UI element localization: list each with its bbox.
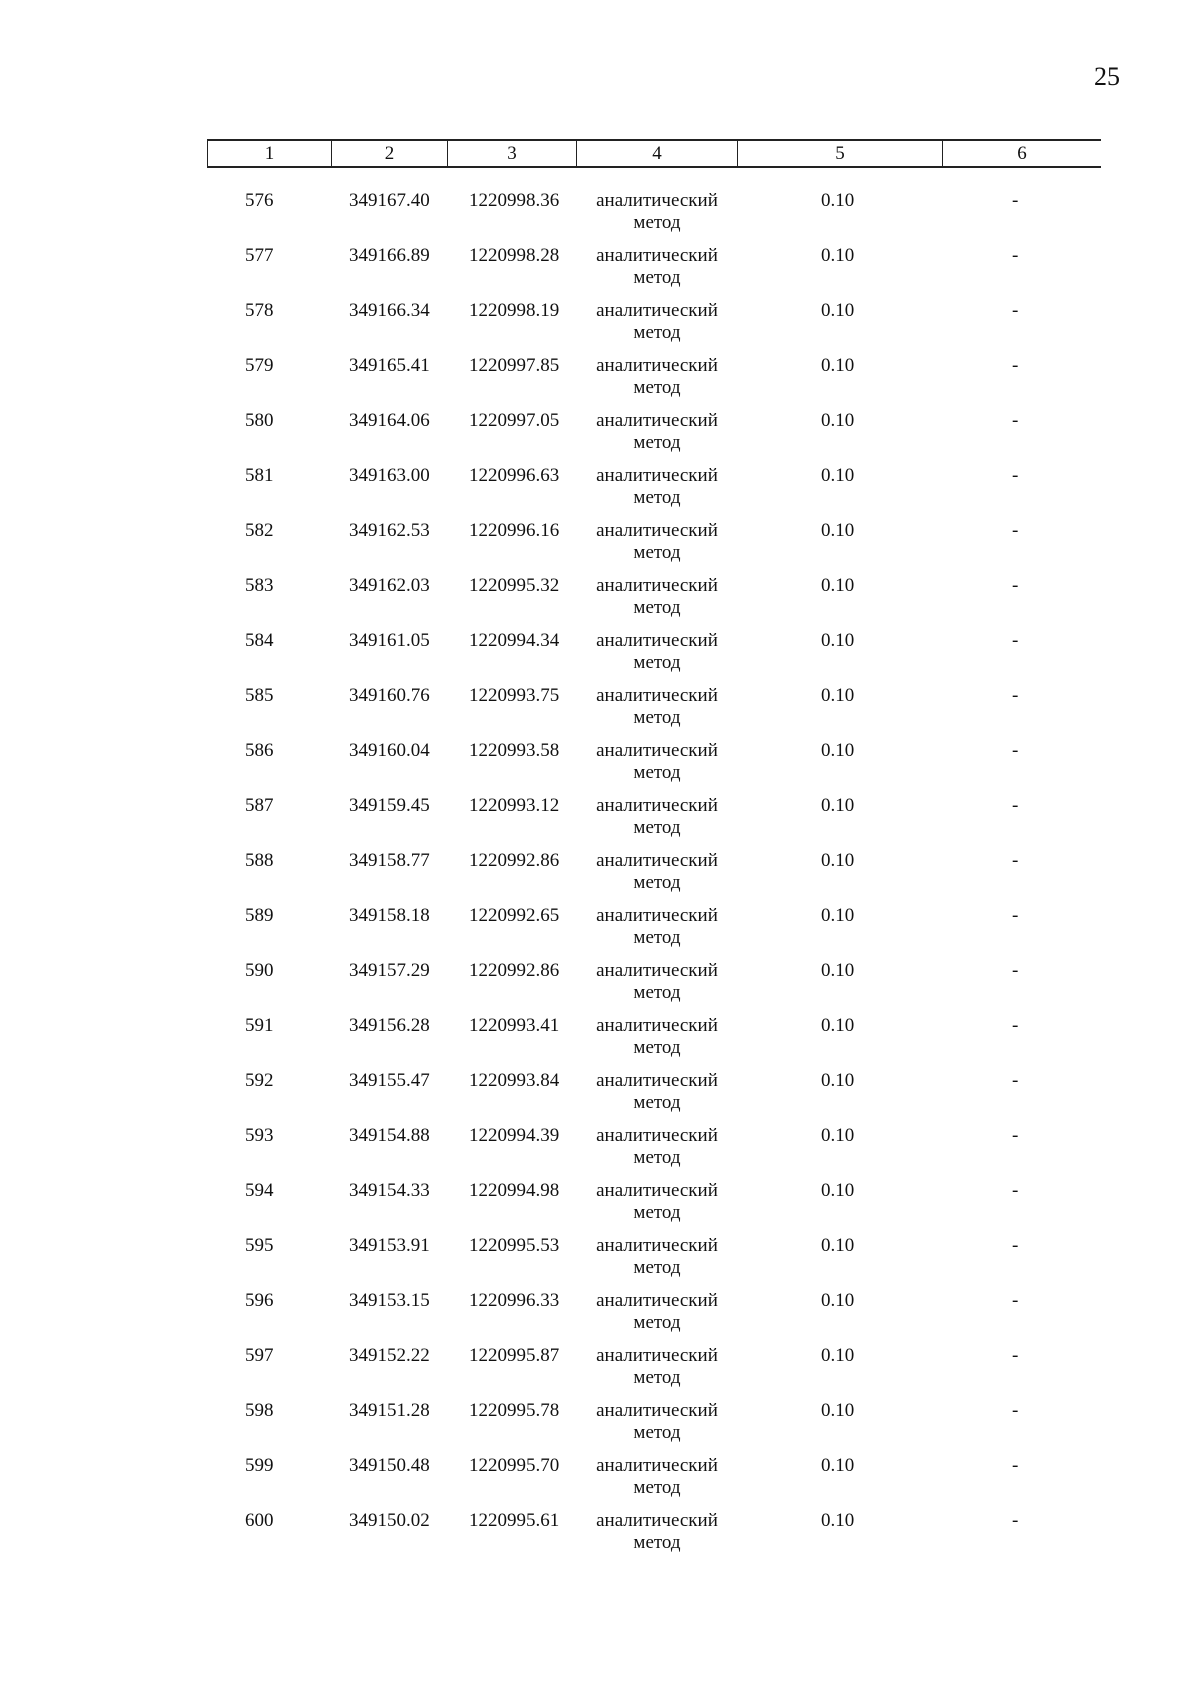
cell-coord-y: 1220993.84	[469, 1070, 560, 1091]
cell-note: -	[1012, 300, 1019, 321]
table-row	[207, 190, 1101, 245]
cell-point-number: 584	[245, 630, 274, 651]
cell-point-number: 578	[245, 300, 274, 321]
cell-note: -	[1012, 1180, 1019, 1201]
table-row	[207, 1400, 1101, 1455]
cell-point-number: 598	[245, 1400, 274, 1421]
table-row	[207, 245, 1101, 300]
cell-coord-x: 349153.91	[349, 1235, 430, 1256]
cell-note: -	[1012, 1345, 1019, 1366]
cell-method: аналитический метод	[596, 190, 718, 233]
cell-coord-x: 349158.18	[349, 905, 430, 926]
cell-coord-x: 349160.76	[349, 685, 430, 706]
cell-method: аналитический метод	[596, 1015, 718, 1058]
cell-accuracy: 0.10	[821, 520, 855, 541]
cell-note: -	[1012, 410, 1019, 431]
table-row	[207, 850, 1101, 905]
cell-accuracy: 0.10	[821, 905, 855, 926]
cell-accuracy: 0.10	[821, 740, 855, 761]
header-col-4: 4	[577, 141, 738, 166]
cell-coord-x: 349158.77	[349, 850, 430, 871]
cell-accuracy: 0.10	[821, 245, 855, 266]
cell-coord-x: 349167.40	[349, 190, 430, 211]
cell-accuracy: 0.10	[821, 1400, 855, 1421]
cell-method: аналитический метод	[596, 905, 718, 948]
cell-coord-x: 349154.33	[349, 1180, 430, 1201]
cell-point-number: 579	[245, 355, 274, 376]
table-row	[207, 1345, 1101, 1400]
cell-coord-x: 349155.47	[349, 1070, 430, 1091]
cell-coord-x: 349151.28	[349, 1400, 430, 1421]
cell-method: аналитический метод	[596, 960, 718, 1003]
cell-coord-y: 1220993.41	[469, 1015, 560, 1036]
table-row	[207, 1180, 1101, 1235]
cell-accuracy: 0.10	[821, 1345, 855, 1366]
header-col-3: 3	[448, 141, 577, 166]
table-row	[207, 1070, 1101, 1125]
header-col-5: 5	[738, 141, 943, 166]
cell-coord-x: 349166.89	[349, 245, 430, 266]
cell-point-number: 582	[245, 520, 274, 541]
cell-accuracy: 0.10	[821, 300, 855, 321]
cell-method: аналитический метод	[596, 850, 718, 893]
cell-accuracy: 0.10	[821, 190, 855, 211]
header-col-1: 1	[207, 141, 332, 166]
cell-coord-x: 349154.88	[349, 1125, 430, 1146]
cell-method: аналитический метод	[596, 1290, 718, 1333]
cell-note: -	[1012, 1455, 1019, 1476]
cell-coord-x: 349166.34	[349, 300, 430, 321]
cell-accuracy: 0.10	[821, 1015, 855, 1036]
cell-method: аналитический метод	[596, 1510, 718, 1553]
cell-point-number: 591	[245, 1015, 274, 1036]
cell-note: -	[1012, 1290, 1019, 1311]
cell-accuracy: 0.10	[821, 795, 855, 816]
cell-point-number: 600	[245, 1510, 274, 1531]
cell-coord-y: 1220997.85	[469, 355, 560, 376]
cell-point-number: 577	[245, 245, 274, 266]
cell-coord-y: 1220996.16	[469, 520, 560, 541]
cell-note: -	[1012, 245, 1019, 266]
cell-coord-y: 1220995.32	[469, 575, 560, 596]
cell-point-number: 594	[245, 1180, 274, 1201]
cell-note: -	[1012, 630, 1019, 651]
cell-method: аналитический метод	[596, 355, 718, 398]
table-row	[207, 1510, 1101, 1565]
cell-coord-y: 1220993.75	[469, 685, 560, 706]
cell-note: -	[1012, 685, 1019, 706]
cell-note: -	[1012, 960, 1019, 981]
header-col-2: 2	[332, 141, 448, 166]
cell-coord-y: 1220996.33	[469, 1290, 560, 1311]
cell-note: -	[1012, 520, 1019, 541]
cell-coord-y: 1220995.87	[469, 1345, 560, 1366]
cell-note: -	[1012, 795, 1019, 816]
cell-coord-y: 1220993.12	[469, 795, 560, 816]
cell-coord-x: 349164.06	[349, 410, 430, 431]
cell-note: -	[1012, 1125, 1019, 1146]
cell-coord-x: 349159.45	[349, 795, 430, 816]
cell-coord-y: 1220996.63	[469, 465, 560, 486]
cell-method: аналитический метод	[596, 1125, 718, 1168]
cell-note: -	[1012, 1235, 1019, 1256]
table-header	[207, 139, 1101, 168]
cell-coord-y: 1220995.53	[469, 1235, 560, 1256]
table-row	[207, 465, 1101, 520]
cell-method: аналитический метод	[596, 465, 718, 508]
cell-coord-x: 349153.15	[349, 1290, 430, 1311]
cell-note: -	[1012, 465, 1019, 486]
cell-coord-x: 349162.53	[349, 520, 430, 541]
cell-method: аналитический метод	[596, 1400, 718, 1443]
page-number: 25	[1094, 62, 1120, 91]
cell-coord-x: 349157.29	[349, 960, 430, 981]
cell-accuracy: 0.10	[821, 575, 855, 596]
cell-method: аналитический метод	[596, 1180, 718, 1223]
cell-coord-x: 349165.41	[349, 355, 430, 376]
cell-coord-y: 1220998.28	[469, 245, 560, 266]
cell-accuracy: 0.10	[821, 1455, 855, 1476]
cell-note: -	[1012, 850, 1019, 871]
cell-point-number: 595	[245, 1235, 274, 1256]
cell-coord-y: 1220992.86	[469, 960, 560, 981]
cell-coord-x: 349163.00	[349, 465, 430, 486]
table-row	[207, 355, 1101, 410]
cell-method: аналитический метод	[596, 1235, 718, 1278]
cell-method: аналитический метод	[596, 740, 718, 783]
cell-coord-y: 1220992.86	[469, 850, 560, 871]
cell-point-number: 576	[245, 190, 274, 211]
cell-point-number: 599	[245, 1455, 274, 1476]
cell-coord-y: 1220994.34	[469, 630, 560, 651]
table-row	[207, 905, 1101, 960]
cell-coord-y: 1220995.78	[469, 1400, 560, 1421]
header-col-6: 6	[1017, 143, 1027, 164]
cell-accuracy: 0.10	[821, 630, 855, 651]
cell-method: аналитический метод	[596, 1070, 718, 1113]
cell-accuracy: 0.10	[821, 960, 855, 981]
cell-accuracy: 0.10	[821, 1235, 855, 1256]
cell-accuracy: 0.10	[821, 1125, 855, 1146]
cell-point-number: 581	[245, 465, 274, 486]
table-row	[207, 685, 1101, 740]
cell-method: аналитический метод	[596, 1345, 718, 1388]
cell-accuracy: 0.10	[821, 685, 855, 706]
cell-method: аналитический метод	[596, 520, 718, 563]
cell-accuracy: 0.10	[821, 850, 855, 871]
table-row	[207, 740, 1101, 795]
cell-accuracy: 0.10	[821, 465, 855, 486]
cell-coord-x: 349161.05	[349, 630, 430, 651]
cell-coord-x: 349150.48	[349, 1455, 430, 1476]
cell-point-number: 593	[245, 1125, 274, 1146]
cell-note: -	[1012, 1510, 1019, 1531]
table-row	[207, 575, 1101, 630]
cell-accuracy: 0.10	[821, 355, 855, 376]
cell-coord-x: 349150.02	[349, 1510, 430, 1531]
cell-accuracy: 0.10	[821, 1290, 855, 1311]
cell-coord-y: 1220992.65	[469, 905, 560, 926]
cell-point-number: 596	[245, 1290, 274, 1311]
cell-coord-y: 1220994.98	[469, 1180, 560, 1201]
cell-coord-y: 1220995.61	[469, 1510, 560, 1531]
cell-accuracy: 0.10	[821, 1510, 855, 1531]
cell-note: -	[1012, 355, 1019, 376]
table-row	[207, 960, 1101, 1015]
cell-coord-y: 1220994.39	[469, 1125, 560, 1146]
cell-method: аналитический метод	[596, 630, 718, 673]
cell-note: -	[1012, 190, 1019, 211]
cell-note: -	[1012, 905, 1019, 926]
cell-point-number: 590	[245, 960, 274, 981]
cell-point-number: 587	[245, 795, 274, 816]
cell-method: аналитический метод	[596, 575, 718, 618]
cell-point-number: 585	[245, 685, 274, 706]
table-row	[207, 1015, 1101, 1070]
cell-coord-y: 1220995.70	[469, 1455, 560, 1476]
cell-point-number: 592	[245, 1070, 274, 1091]
table-row	[207, 1125, 1101, 1180]
cell-point-number: 597	[245, 1345, 274, 1366]
table-row	[207, 1235, 1101, 1290]
cell-coord-y: 1220998.19	[469, 300, 560, 321]
table-row	[207, 300, 1101, 355]
cell-method: аналитический метод	[596, 300, 718, 343]
cell-point-number: 583	[245, 575, 274, 596]
table-row	[207, 520, 1101, 575]
cell-accuracy: 0.10	[821, 1180, 855, 1201]
cell-coord-y: 1220997.05	[469, 410, 560, 431]
table-row	[207, 1455, 1101, 1510]
cell-point-number: 580	[245, 410, 274, 431]
cell-note: -	[1012, 740, 1019, 761]
cell-point-number: 589	[245, 905, 274, 926]
cell-note: -	[1012, 1400, 1019, 1421]
cell-coord-x: 349152.22	[349, 1345, 430, 1366]
cell-method: аналитический метод	[596, 1455, 718, 1498]
cell-point-number: 588	[245, 850, 274, 871]
cell-note: -	[1012, 1070, 1019, 1091]
table-row	[207, 1290, 1101, 1345]
cell-coord-y: 1220993.58	[469, 740, 560, 761]
table-row	[207, 410, 1101, 465]
cell-coord-x: 349156.28	[349, 1015, 430, 1036]
cell-coord-x: 349162.03	[349, 575, 430, 596]
cell-note: -	[1012, 1015, 1019, 1036]
cell-coord-y: 1220998.36	[469, 190, 560, 211]
cell-coord-x: 349160.04	[349, 740, 430, 761]
cell-note: -	[1012, 575, 1019, 596]
table-row	[207, 795, 1101, 850]
cell-point-number: 586	[245, 740, 274, 761]
cell-method: аналитический метод	[596, 685, 718, 728]
cell-accuracy: 0.10	[821, 410, 855, 431]
table-row	[207, 630, 1101, 685]
cell-method: аналитический метод	[596, 410, 718, 453]
table-body	[207, 190, 1101, 1565]
cell-method: аналитический метод	[596, 795, 718, 838]
cell-accuracy: 0.10	[821, 1070, 855, 1091]
cell-method: аналитический метод	[596, 245, 718, 288]
